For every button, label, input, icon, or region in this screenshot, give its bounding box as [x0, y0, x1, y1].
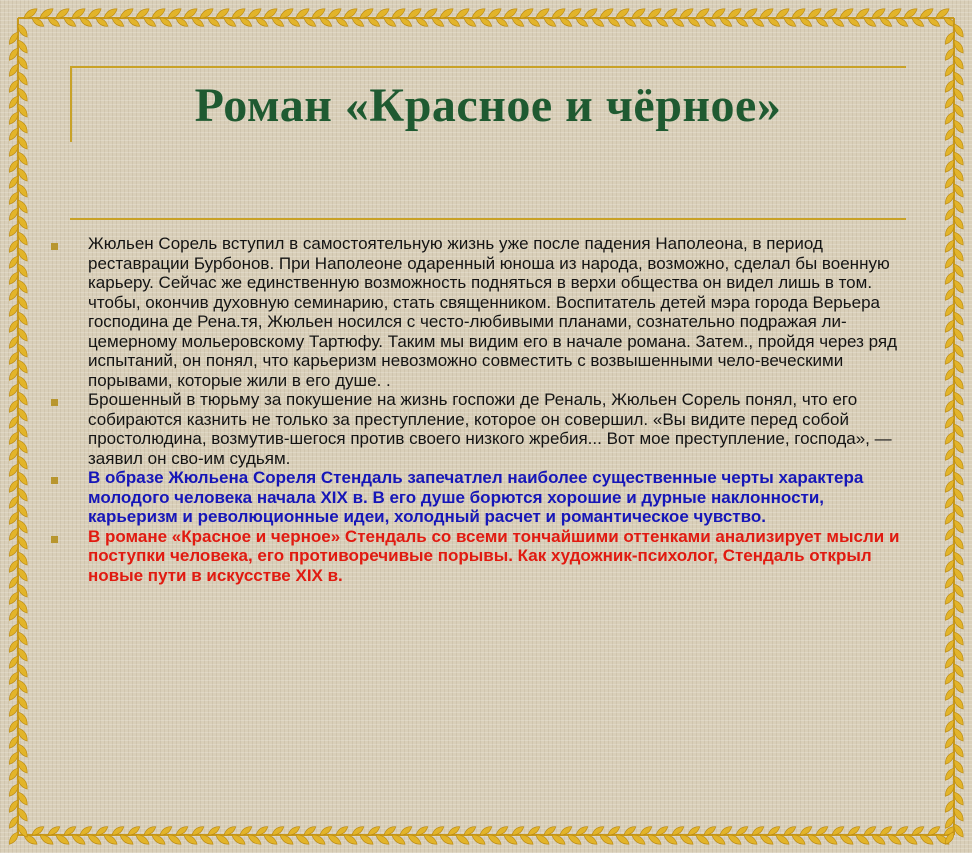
bullet-text-highlight-red: В романе «Красное и черное» Стендаль со всеми тончайшими оттенками анализирует мысли и поступки человека, его противоречивые порывы. Как художник-психолог, Стендаль открыл новые пути в искусстве XIX в.	[88, 526, 900, 585]
bullet-list	[48, 234, 908, 585]
title-frame-top-rule	[70, 66, 906, 68]
bullet-text: Жюльен Сорель вступил в самостоятельную жизнь уже после падения Наполеона, в период реставрации Бурбонов. При Наполеоне одаренный юноша из народа, возможно, сделал бы военную карьеру. Сейчас же единственную возможность подняться в верхи общества он видел лишь в том. чтобы, окончив духовную семинарию, стать священником. Воспитатель детей мэра города Верьера господина де Рена.тя, Жюльен носился с често-любивыми планами, сознательно подражая ли-цемерному мольеровскому Тартюфу. Таким мы видим его в начале романа. Затем., пройдя через ряд испытаний, он понял, что карьеризм невозможно совместить с возвышенными чело-веческими порывами, которые жили в его душе. .	[88, 234, 898, 390]
list-item	[48, 234, 908, 390]
bullet-text-highlight-blue: В образе Жюльена Сореля Стендаль запечатлел наиболее существенные черты характера молодого человека начала XIX в. В его душе борются хорошие и дурные наклонности, карьеризм и революционные идеи, холодный расчет и романтическое чувство.	[88, 468, 864, 526]
square-bullet-icon	[48, 399, 60, 406]
bullet-text: Брошенный в тюрьму за покушение на жизнь госпожи де Реналь, Жюльен Сорель понял, что его собираются казнить не только за преступление, которое он совершил. «Вы видите перед собой простолюдина, возмутив-шегося против своего низкого жребия... Вот мое преступление, господа», — заявил он сво-им судьям.	[88, 390, 892, 468]
list-item	[48, 527, 908, 586]
slide-title: Роман «Красное и чёрное»	[194, 79, 782, 132]
square-bullet-icon	[48, 536, 60, 543]
square-bullet-icon	[48, 243, 60, 250]
list-item	[48, 468, 908, 527]
title-divider-rule	[70, 218, 906, 220]
list-item	[48, 390, 908, 468]
square-bullet-icon	[48, 477, 60, 484]
